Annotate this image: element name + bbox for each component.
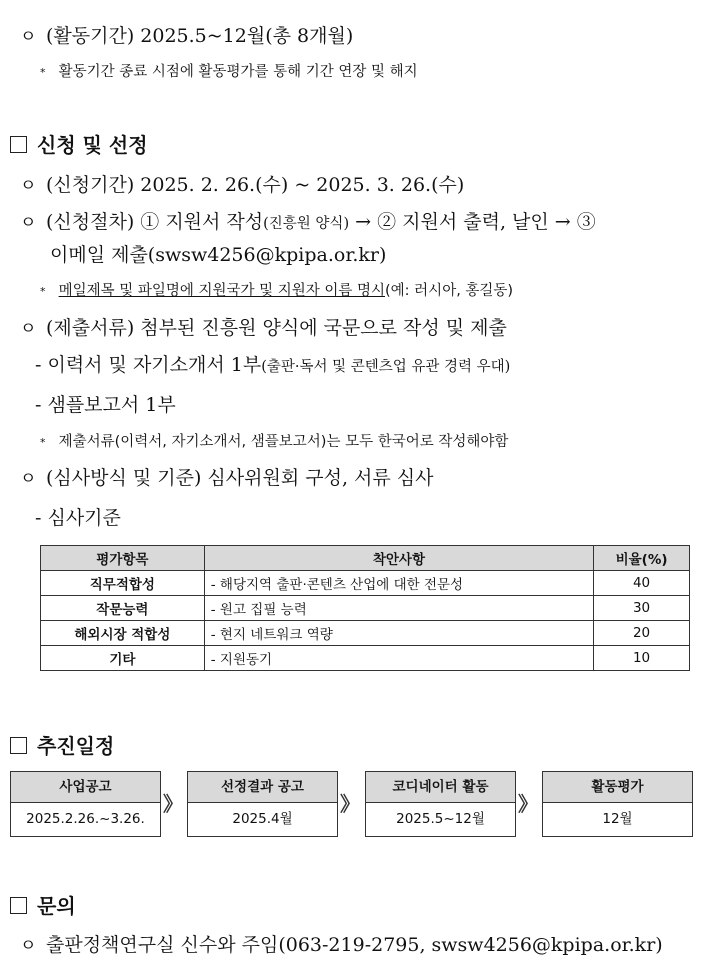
circle-bullet-icon: ㅇ (20, 469, 37, 489)
schedule-step-date: 12월 (602, 811, 633, 827)
criteria-desc: - 해당지역 출판·콘텐츠 산업에 대한 전문성 (204, 571, 593, 596)
double-chevron-right-icon: 》 (518, 792, 538, 816)
criteria-item: 해외시장 적합성 (41, 621, 205, 646)
criteria-item: 작문능력 (41, 596, 205, 621)
criteria-header-row (41, 546, 690, 571)
section-title-apply: 신청 및 선정 (10, 129, 148, 158)
documents-item-resume: - 이력서 및 자기소개서 1부(출판·독서 및 콘텐츠업 유관 경력 우대) (35, 354, 511, 376)
circle-bullet-icon: ㅇ (20, 936, 37, 956)
korean-language-note: * 제출서류(이력서, 자기소개서, 샘플보고서)는 모두 한국어로 작성해야함 (40, 434, 509, 450)
schedule-step-date: 2025.4월 (232, 811, 293, 827)
documents-item-sample: - 샘플보고서 1부 (35, 394, 176, 416)
circle-bullet-icon: ㅇ (20, 319, 37, 339)
contact-line: ㅇ 출판정책연구실 신수와 주임(063-219-2795, swsw4256@kpipa.or.kr) (20, 930, 663, 957)
criteria-table (40, 545, 690, 671)
criteria-desc: - 지원동기 (204, 646, 593, 671)
square-bullet-icon (10, 897, 27, 914)
asterisk-icon: * (40, 66, 46, 79)
schedule-step-label: 사업공고 (11, 772, 160, 803)
criteria-ratio: 30 (594, 596, 690, 621)
schedule-step (10, 771, 161, 837)
asterisk-icon: * (40, 285, 46, 298)
criteria-ratio: 10 (594, 646, 690, 671)
square-bullet-icon (10, 136, 27, 153)
criteria-desc: - 현지 네트워크 역량 (204, 621, 593, 646)
apply-period-line: ㅇ (신청기간) 2025. 2. 26.(수) ~ 2025. 3. 26.(수) (20, 170, 464, 197)
apply-procedure-line2: 이메일 제출(swsw4256@kpipa.or.kr) (50, 244, 387, 266)
schedule-step-date: 2025.2.26.~3.26. (26, 811, 145, 827)
criteria-item: 직무적합성 (41, 571, 205, 596)
schedule-step-label: 선정결과 공고 (188, 772, 337, 803)
schedule-step (365, 771, 516, 837)
activity-period-line: ㅇ (활동기간) 2025.5~12월(총 8개월) (20, 21, 353, 48)
criteria-ratio: 20 (594, 621, 690, 646)
apply-procedure-line: ㅇ (신청절차) ① 지원서 작성(진흥원 양식) → ② 지원서 출력, 날인 → ③ (20, 207, 596, 234)
mail-subject-note: * 메일제목 및 파일명에 지원국가 및 지원자 이름 명시(예: 러시아, 홍길동) (40, 283, 514, 299)
section-title-schedule: 추진일정 (10, 730, 114, 759)
schedule-step-date: 2025.5~12월 (396, 811, 485, 827)
criteria-ratio: 40 (594, 571, 690, 596)
criteria-header-item: 평가항목 (41, 546, 205, 571)
review-line: ㅇ (심사방식 및 기준) 심사위원회 구성, 서류 심사 (20, 463, 433, 490)
table-row (41, 621, 690, 646)
documents-line: ㅇ (제출서류) 첨부된 진흥원 양식에 국문으로 작성 및 제출 (20, 313, 507, 340)
schedule-step-label: 활동평가 (543, 772, 692, 803)
circle-bullet-icon: ㅇ (20, 27, 37, 47)
criteria-header-desc: 착안사항 (204, 546, 593, 571)
asterisk-icon: * (40, 436, 46, 449)
criteria-desc: - 원고 집필 능력 (204, 596, 593, 621)
review-criteria-label: - 심사기준 (35, 507, 121, 529)
criteria-item: 기타 (41, 646, 205, 671)
circle-bullet-icon: ㅇ (20, 176, 37, 196)
schedule-step-label: 코디네이터 활동 (366, 772, 515, 803)
schedule-step (542, 771, 693, 837)
circle-bullet-icon: ㅇ (20, 213, 37, 233)
double-chevron-right-icon: 》 (340, 792, 360, 816)
criteria-header-ratio: 비율(%) (594, 546, 690, 571)
square-bullet-icon (10, 737, 27, 754)
table-row (41, 571, 690, 596)
table-row (41, 596, 690, 621)
section-title-contact: 문의 (10, 890, 76, 919)
activity-period-note: * 활동기간 종료 시점에 활동평가를 통해 기간 연장 및 해지 (40, 64, 418, 80)
table-row (41, 646, 690, 671)
schedule-step (187, 771, 338, 837)
double-chevron-right-icon: 》 (163, 792, 183, 816)
